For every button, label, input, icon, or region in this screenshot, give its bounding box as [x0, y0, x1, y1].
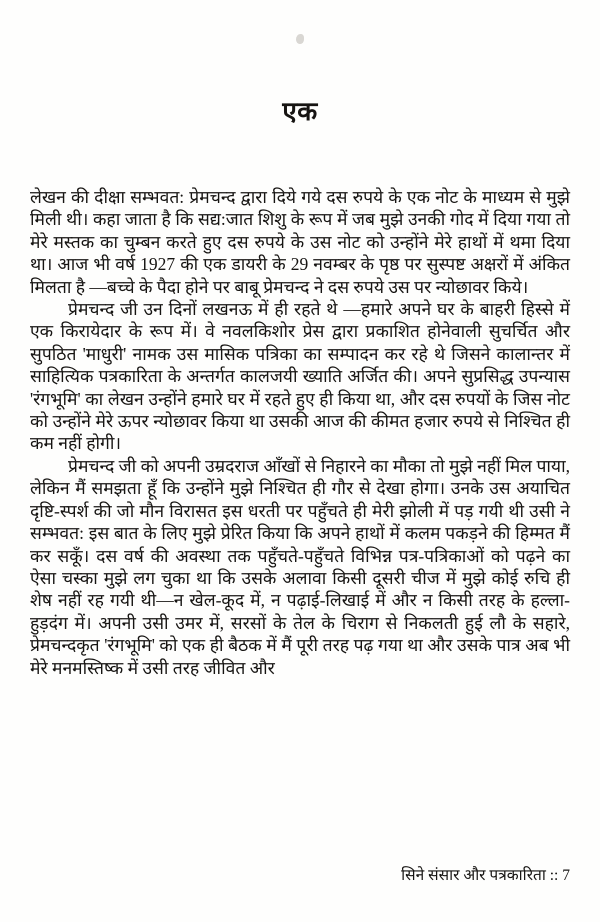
- scan-artifact-mark: [296, 34, 304, 44]
- page-footer: सिने संसार और पत्रकारिता :: 7: [401, 867, 570, 884]
- chapter-heading: एक: [282, 97, 318, 126]
- paragraph: लेखन की दीक्षा सम्भवत: प्रेमचन्द द्वारा दिये गये दस रुपये के एक नोट के माध्यम से मुझे मिली थी। कहा जाता है कि सद्य:जात शिशु के रूप में जब मुझे उनकी गोद में दिया गया तो मेरे मस्तक का चुम्बन करते हुए दस रुपये के उस नोट को उन्होंने मेरे हाथों में थमा दिया था। आज भी वर्ष 1927 की एक डायरी के 29 नवम्बर के पृष्ठ पर सुस्पष्ट अक्षरों में अंकित मिलता है —बच्चे के पैदा होने पर बाबू प्रेमचन्द ने दस रुपये उस पर न्योछावर किये।: [30, 187, 570, 297]
- paragraph: प्रेमचन्द जी को अपनी उम्रदराज आँखों से निहारने का मौका तो मुझे नहीं मिल पाया, लेकिन मैं समझता हूँ कि उन्होंने मुझे निश्चित ही गौर से देखा होगा। उनके उस अयाचित दृष्टि-स्पर्श की जो मौन विरासत इस धरती पर पहुँचते ही मेरी झोली में पड़ गयी थी उसी ने सम्भवत: इस बात के लिए मुझे प्रेरित किया कि अपने हाथों में कलम पकड़ने की हिम्मत मैं कर सकूँ। दस वर्ष की अवस्था तक पहुँचते-पहुँचते विभिन्न पत्र-पत्रिकाओं को पढ़ने का ऐसा चस्का मुझे लग चुका था कि उसके अलावा किसी दूसरी चीज में मुझे कोई रुचि ही शेष नहीं रह गयी थी—न खेल-कूद में, न पढ़ाई-लिखाई में और न किसी तरह के हल्ला-हुड़दंग में। अपनी उसी उमर में, सरसों के तेल के चिराग से निकलती हुई लौ के सहारे, प्रेमचन्दकृत 'रंगभूमि' को एक ही बैठक में मैं पूरी तरह पढ़ गया था और उसके पात्र अब भी मेरे मनमस्तिष्क में उसी तरह जीवित और: [30, 455, 570, 678]
- paragraph: प्रेमचन्द जी उन दिनों लखनऊ में ही रहते थे —हमारे अपने घर के बाहरी हिस्से में एक किरायेदार के रूप में। वे नवलकिशोर प्रेस द्वारा प्रकाशित होनेवाली सुचर्चित और सुपठित 'माधुरी' नामक उस मासिक पत्रिका का सम्पादन कर रहे थे जिसने कालान्तर में साहित्यिक पत्रकारिता के अन्तर्गत कालजयी ख्याति अर्जित की। अपने सुप्रसिद्ध उपन्यास 'रंगभूमि' का लेखन उन्होंने हमारे घर में रहते हुए ही किया था, और दस रुपयों के जिस नोट को उन्होंने मेरे ऊपर न्योछावर किया था उसकी आज की कीमत हजार रुपये से निश्चित ही कम नहीं होगी।: [30, 299, 570, 454]
- page-content: [30, 186, 570, 679]
